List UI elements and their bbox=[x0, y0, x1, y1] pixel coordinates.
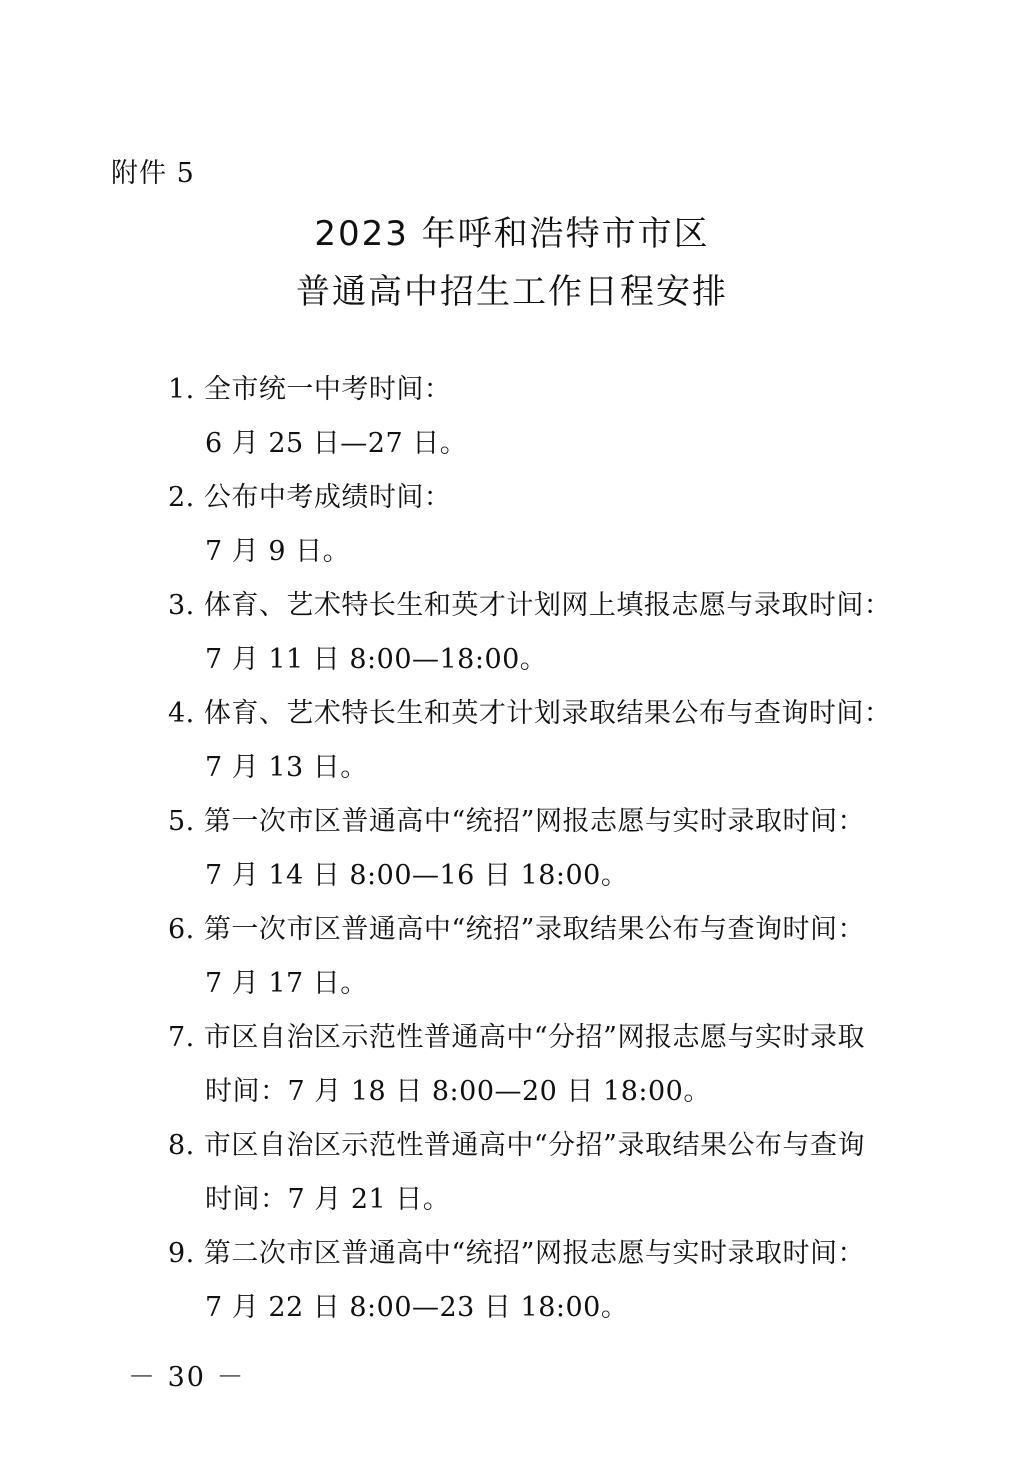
schedule-item-title: 5. 第一次市区普通高中“统招”网报志愿与实时录取时间： bbox=[168, 806, 865, 837]
schedule-item-8 bbox=[168, 1119, 908, 1227]
schedule-item-title: 4. 体育、艺术特长生和英才计划录取结果公布与查询时间： bbox=[168, 698, 892, 729]
schedule-item-detail: 6 月 25 日—27 日。 bbox=[205, 428, 468, 459]
schedule-item-detail: 7 月 14 日 8:00—16 日 18:00。 bbox=[205, 860, 629, 891]
schedule-item-6 bbox=[168, 903, 908, 1011]
schedule-item-title: 6. 第一次市区普通高中“统招”录取结果公布与查询时间： bbox=[168, 914, 865, 945]
attachment-label: 附件 5 bbox=[111, 158, 195, 189]
schedule-item-3 bbox=[168, 579, 908, 687]
schedule-item-9 bbox=[168, 1227, 908, 1335]
schedule-item-7 bbox=[168, 1011, 908, 1119]
schedule-item-title: 7. 市区自治区示范性普通高中“分招”网报志愿与实时录取 bbox=[168, 1022, 865, 1053]
schedule-item-2 bbox=[168, 471, 908, 579]
document-title-line-1: 2023 年呼和浩特市市区 bbox=[314, 214, 710, 254]
schedule-item-title: 2. 公布中考成绩时间： bbox=[168, 482, 452, 513]
schedule-item-title: 8. 市区自治区示范性普通高中“分招”录取结果公布与查询 bbox=[168, 1130, 865, 1161]
schedule-item-1 bbox=[168, 363, 908, 471]
schedule-item-4 bbox=[168, 687, 908, 795]
schedule-item-5 bbox=[168, 795, 908, 903]
page-number: － 30 － bbox=[128, 1362, 246, 1393]
schedule-list bbox=[168, 363, 908, 1335]
schedule-item-title: 3. 体育、艺术特长生和英才计划网上填报志愿与录取时间： bbox=[168, 590, 892, 621]
schedule-item-title: 9. 第二次市区普通高中“统招”网报志愿与实时录取时间： bbox=[168, 1238, 865, 1269]
schedule-item-detail: 时间：7 月 21 日。 bbox=[205, 1184, 451, 1215]
schedule-item-detail: 7 月 13 日。 bbox=[205, 752, 368, 783]
schedule-item-detail: 7 月 11 日 8:00—18:00。 bbox=[205, 644, 548, 675]
schedule-item-detail: 7 月 9 日。 bbox=[205, 536, 351, 567]
schedule-item-detail: 7 月 22 日 8:00—23 日 18:00。 bbox=[205, 1292, 629, 1323]
schedule-item-detail: 7 月 17 日。 bbox=[205, 968, 368, 999]
schedule-item-title: 1. 全市统一中考时间： bbox=[168, 374, 452, 405]
schedule-item-detail: 时间：7 月 18 日 8:00—20 日 18:00。 bbox=[205, 1076, 711, 1107]
document-title-line-2: 普通高中招生工作日程安排 bbox=[296, 272, 728, 312]
